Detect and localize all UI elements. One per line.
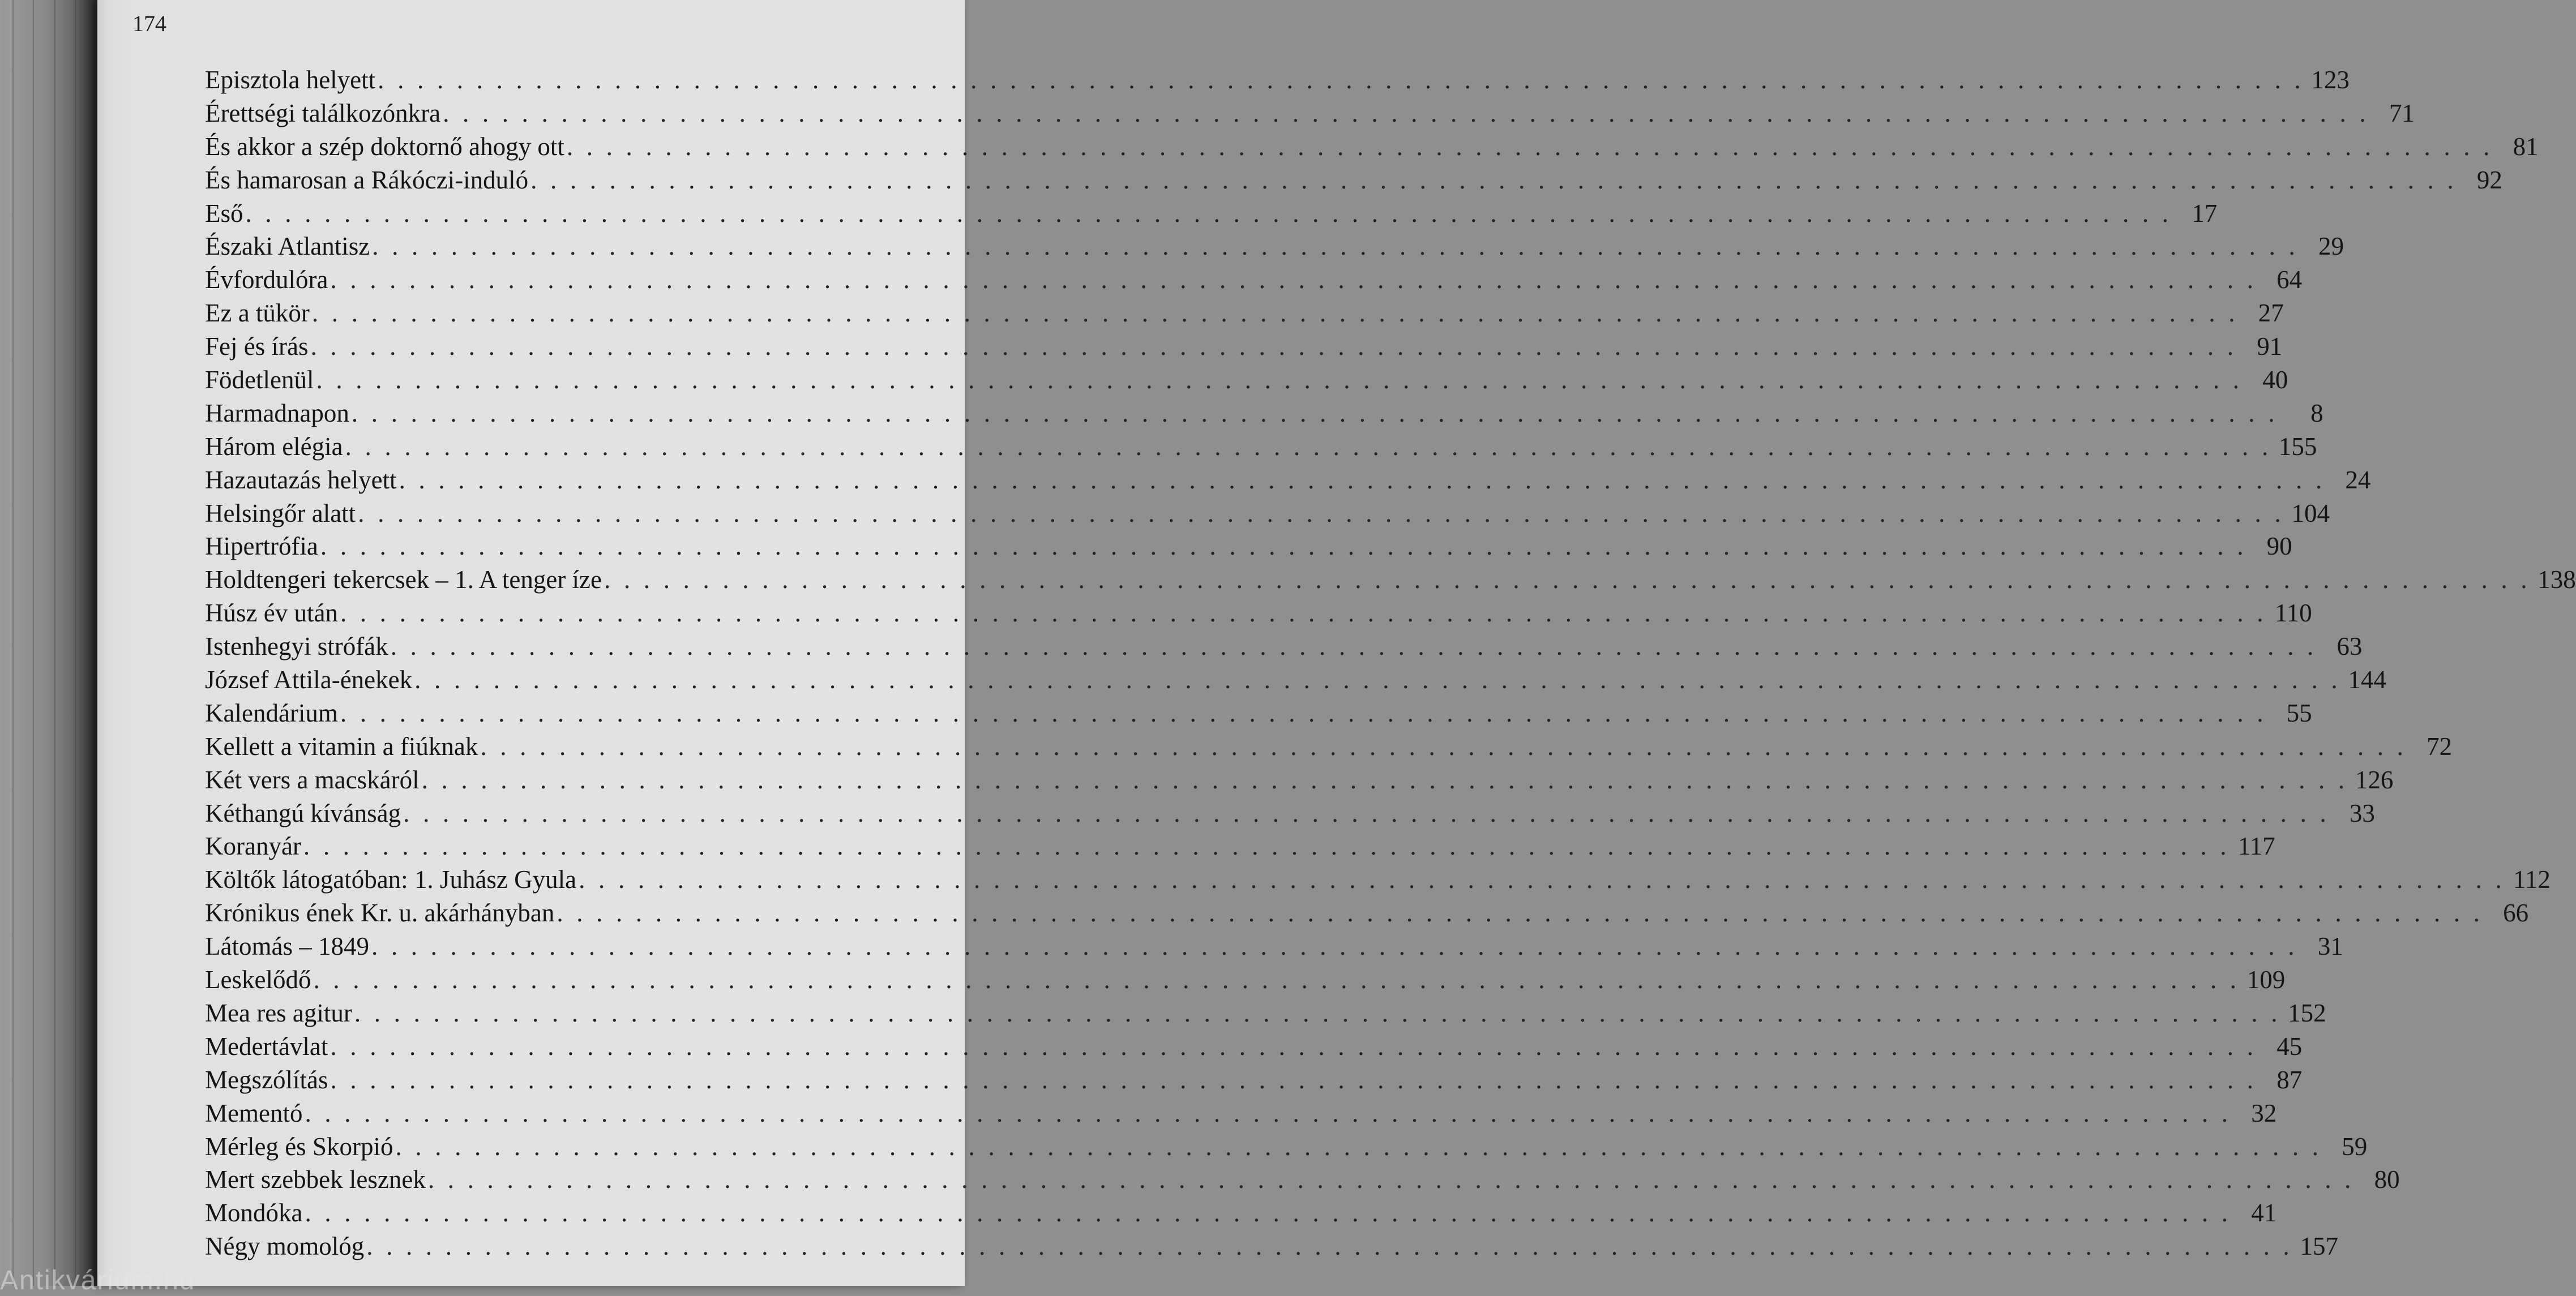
toc-entry-title: Koranyár (205, 832, 301, 861)
toc-entry-page: 64 (2277, 265, 2303, 294)
dot-leader (391, 630, 2317, 663)
toc-entry (205, 997, 2326, 1030)
toc-entry (205, 596, 2312, 630)
book-page (97, 0, 2576, 1286)
dot-leader (395, 1130, 2322, 1164)
toc-entry-title: Északi Atlantisz (205, 232, 370, 261)
page-number: 174 (132, 11, 166, 36)
toc-entry-title: Medertávlat (205, 1032, 328, 1061)
dot-leader (330, 263, 2257, 297)
toc-entry-page: 59 (2342, 1132, 2368, 1161)
dot-leader (422, 763, 2348, 797)
toc-entry (205, 363, 2288, 397)
toc-entry (205, 97, 2415, 130)
toc-entry (205, 930, 2343, 963)
toc-entry-page: 144 (2348, 666, 2386, 694)
dot-leader (414, 663, 2341, 697)
toc-entry-page: 110 (2274, 599, 2312, 628)
binding-crease (12, 0, 14, 1286)
toc-entry (205, 663, 2386, 697)
toc-entry-page: 17 (2192, 199, 2218, 228)
dot-leader (340, 697, 2267, 730)
dot-leader (428, 1163, 2355, 1196)
toc-entry-title: Mementó (205, 1098, 303, 1127)
toc-entry-title: Holdtengeri tekercsek – 1. A tenger íze (205, 565, 602, 594)
table-of-contents (205, 63, 2576, 1263)
dot-leader (316, 363, 2243, 397)
toc-entry (205, 1063, 2303, 1097)
toc-entry-title: És hamarosan a Rákóczi-induló (205, 165, 529, 194)
toc-entry-title: Födetlenül (205, 366, 314, 394)
toc-entry (205, 863, 2551, 896)
toc-entry-page: 126 (2355, 765, 2394, 794)
toc-entry-title: Látomás – 1849 (205, 932, 369, 961)
binding-crease (75, 0, 76, 1286)
toc-entry-title: Istenhegyi strófák (205, 632, 388, 661)
toc-entry (205, 464, 2371, 497)
toc-entry-page: 33 (2349, 799, 2375, 827)
toc-entry (205, 230, 2344, 263)
dot-leader (403, 797, 2330, 830)
dot-leader (567, 130, 2493, 164)
toc-entry (205, 1130, 2368, 1164)
toc-entry (205, 330, 2283, 363)
toc-entry-page: 91 (2257, 332, 2283, 361)
toc-entry-page: 81 (2513, 132, 2539, 161)
toc-entry-title: Helsingőr alatt (205, 499, 356, 527)
dot-leader (371, 930, 2298, 963)
toc-entry-page: 32 (2251, 1098, 2277, 1127)
toc-entry-page: 117 (2237, 832, 2275, 861)
dot-leader (372, 230, 2299, 263)
toc-entry-page: 109 (2246, 965, 2286, 994)
toc-entry (205, 963, 2286, 997)
dot-leader (313, 963, 2240, 997)
toc-entry-title: Kéthangú kívánság (205, 799, 401, 827)
toc-entry (205, 630, 2363, 663)
toc-entry-page: 104 (2291, 499, 2330, 527)
toc-entry-title: Négy momológ (205, 1232, 365, 1261)
toc-entry-title: Húsz év után (205, 599, 338, 628)
toc-entry-page: 90 (2266, 532, 2292, 561)
dot-leader (480, 730, 2407, 763)
toc-entry-title: Kalendárium (205, 698, 338, 727)
toc-entry (205, 730, 2453, 763)
toc-entry (205, 763, 2394, 797)
toc-entry (205, 63, 2350, 97)
toc-entry-title: Harmadnapon (205, 398, 349, 427)
binding-crease (54, 0, 55, 1286)
toc-entry-page: 112 (2513, 865, 2551, 894)
toc-entry (205, 397, 2323, 430)
dot-leader (579, 863, 2505, 896)
toc-entry-page: 55 (2286, 698, 2312, 727)
toc-entry-page: 63 (2337, 632, 2363, 661)
dot-leader (330, 1063, 2257, 1097)
toc-entry-title: Episztola helyett (205, 66, 376, 94)
toc-entry-page: 155 (2278, 432, 2317, 461)
toc-entry-page: 157 (2300, 1232, 2338, 1261)
toc-entry-title: Hipertrófia (205, 532, 318, 561)
dot-leader (340, 596, 2267, 630)
dot-leader (305, 1196, 2232, 1230)
toc-entry-title: Leskelődő (205, 965, 311, 994)
dot-leader (358, 497, 2284, 530)
toc-entry-page: 8 (2310, 398, 2323, 427)
toc-entry-title: Kellett a vitamin a fiúknak (205, 732, 478, 761)
toc-entry-page: 92 (2476, 165, 2502, 194)
dot-leader (303, 830, 2230, 863)
toc-entry-page: 40 (2262, 366, 2288, 394)
toc-entry-page: 24 (2345, 465, 2371, 494)
dot-leader (305, 1097, 2231, 1130)
toc-entry-title: Ez a tükör (205, 299, 310, 328)
toc-entry (205, 197, 2218, 230)
dot-leader (443, 97, 2369, 130)
toc-entry-title: Két vers a macskáról (205, 765, 420, 794)
toc-entry-page: 80 (2374, 1165, 2400, 1194)
book-binding (0, 0, 101, 1286)
toc-entry (205, 697, 2312, 730)
toc-entry-page: 27 (2258, 299, 2284, 328)
dot-leader (330, 1030, 2257, 1063)
dot-leader (312, 297, 2239, 330)
toc-entry (205, 130, 2539, 164)
toc-entry-title: Eső (205, 199, 243, 228)
toc-entry (205, 430, 2317, 464)
dot-leader (320, 530, 2247, 563)
toc-entry-title: És akkor a szép doktornő ahogy ott (205, 132, 564, 161)
toc-entry-page: 41 (2251, 1199, 2277, 1228)
toc-entry-title: József Attila-énekek (205, 666, 413, 694)
toc-entry (205, 497, 2330, 530)
toc-entry (205, 263, 2303, 297)
toc-entry-page: 72 (2427, 732, 2453, 761)
toc-entry (205, 830, 2275, 863)
toc-entry-title: Mondóka (205, 1199, 303, 1228)
dot-leader (246, 197, 2172, 230)
dot-leader (604, 563, 2531, 596)
toc-entry (205, 1196, 2277, 1230)
toc-entry-page: 123 (2311, 66, 2350, 94)
toc-entry-page: 152 (2288, 998, 2326, 1027)
toc-entry (205, 530, 2292, 563)
toc-entry (205, 1163, 2400, 1196)
toc-entry-title: Hazautazás helyett (205, 465, 397, 494)
toc-entry (205, 1230, 2338, 1263)
toc-entry (205, 797, 2375, 830)
dot-leader (345, 430, 2272, 464)
toc-entry-title: Fej és írás (205, 332, 309, 361)
dot-leader (530, 164, 2457, 197)
toc-entry-title: Mert szebbek lesznek (205, 1165, 426, 1194)
toc-entry (205, 164, 2502, 197)
toc-entry-page: 29 (2318, 232, 2344, 261)
toc-entry-title: Mea res agitur (205, 998, 352, 1027)
toc-entry-page: 45 (2277, 1032, 2303, 1061)
dot-leader (399, 464, 2326, 497)
watermark: Antikvárium.hu (0, 1265, 196, 1295)
dot-leader (352, 397, 2278, 430)
toc-entry-title: Költők látogatóban: 1. Juhász Gyula (205, 865, 577, 894)
toc-entry (205, 896, 2529, 930)
toc-entry-title: Mérleg és Skorpió (205, 1132, 393, 1161)
dot-leader (378, 63, 2304, 97)
dot-leader (354, 997, 2281, 1030)
toc-entry-title: Krónikus ének Kr. u. akárhányban (205, 899, 555, 928)
toc-entry-page: 87 (2277, 1065, 2303, 1094)
dot-leader (310, 330, 2237, 363)
dot-leader (366, 1230, 2293, 1263)
toc-entry-page: 66 (2503, 899, 2529, 928)
dot-leader (557, 896, 2483, 930)
toc-entry-title: Érettségi találkozónkra (205, 98, 441, 127)
toc-entry (205, 563, 2576, 596)
toc-entry-title: Évfordulóra (205, 265, 328, 294)
toc-entry-title: Három elégia (205, 432, 343, 461)
binding-crease (33, 0, 34, 1286)
toc-entry-title: Megszólítás (205, 1065, 328, 1094)
toc-entry (205, 1030, 2303, 1063)
toc-entry-page: 31 (2317, 932, 2343, 961)
toc-entry (205, 1097, 2277, 1130)
toc-entry-page: 71 (2389, 98, 2415, 127)
toc-entry-page: 138 (2538, 565, 2576, 594)
toc-entry (205, 297, 2284, 330)
